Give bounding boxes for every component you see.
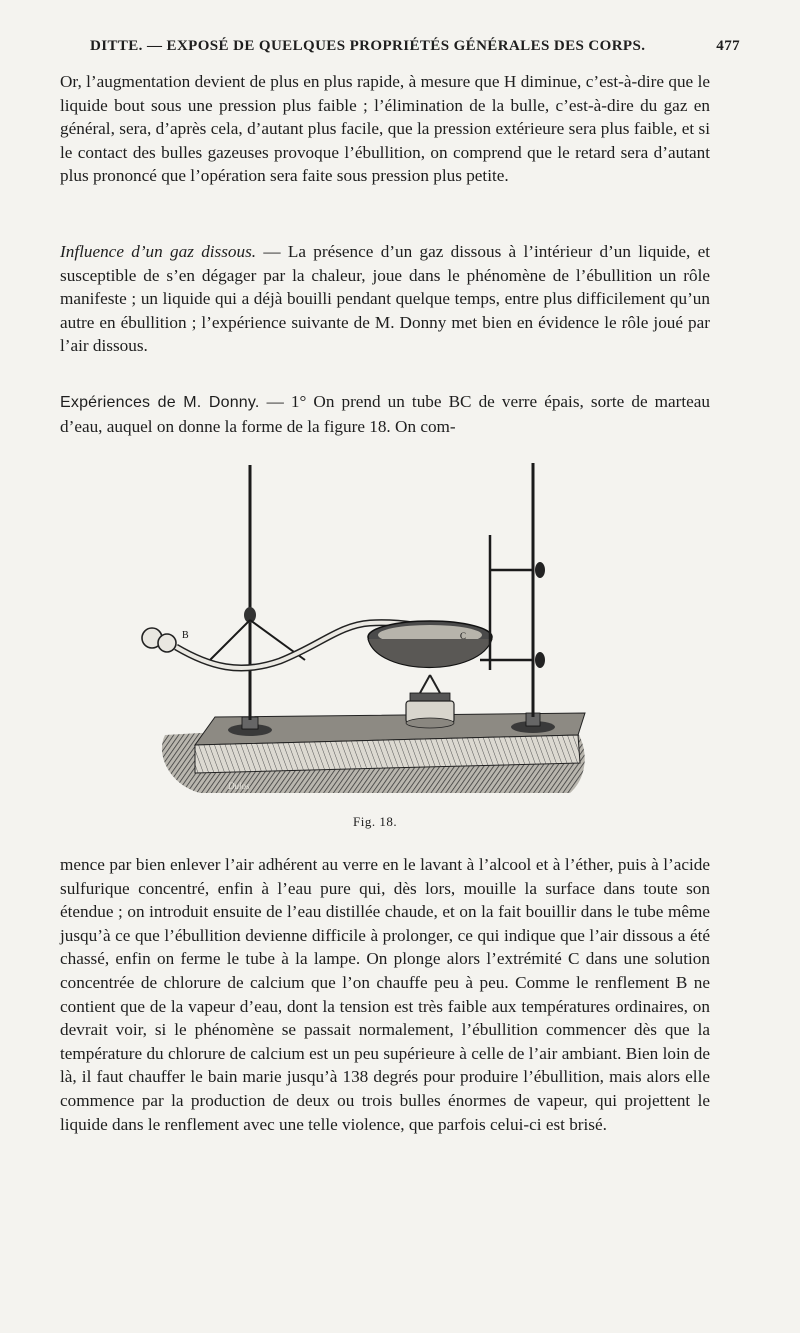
figure-caption: Fig. 18. — [353, 814, 398, 829]
left-stand — [210, 465, 305, 736]
label-b: B — [182, 630, 189, 641]
paragraph-dissolved-gas-text: — La présence d’un gaz dissous à l’intérieur d’un liquide, et susceptible de s’en dégager par la chaleur, joue dans le phénomène de l’ébullition un rôle manifeste ; un liquide qui a déjà bouilli pendant quelque temps, entre plus difficilement qu’un autre en ébullition ; l’expérience suivante de M. Donny met bien en évidence le rôle joué par l’air dissous. — [60, 242, 710, 356]
figure-18-apparatus — [130, 455, 610, 805]
running-head — [60, 36, 740, 60]
section-heading-dissolved-gas: Influence d’un gaz dissous. — [60, 242, 257, 261]
burner — [406, 675, 454, 728]
page-number: 477 — [716, 38, 740, 54]
label-c: C — [460, 631, 467, 641]
paragraph-dissolved-gas — [60, 240, 710, 358]
section-heading-donny: Expériences de M. Donny. — [60, 394, 260, 411]
paragraph-boiling-delay: Or, l’augmentation devient de plus en plus rapide, à mesure que H diminue, c’est-à-dire que le liquide bout sous une pression plus faible ; l’élimination de la bulle, c’est-à-dire du gaz en général, sera, d’après cela, d’autant plus facile, que la pression extérieure sera plus faible, et si le contact des bulles gazeuses provoque l’ébullition, on comprend que le retard sera d’autant plus prononcé que l’opération sera faite sous pression plus petite. — [60, 72, 710, 186]
paragraph-donny-text: — 1° On prend un tube BC de verre épais, sorte de marteau d’eau, auquel on donne la forme de la figure 18. On com- — [60, 392, 710, 436]
running-head-title: DITTE. — EXPOSÉ DE QUELQUES PROPRIÉTÉS GÉNÉRALES DES CORPS. — [90, 38, 646, 54]
paragraph-donny-experiments — [60, 390, 710, 438]
water-bath-dish — [368, 621, 492, 668]
engraver-signature: Dulos — [228, 781, 250, 791]
right-stand — [480, 463, 555, 733]
paragraph-experiment-procedure: mence par bien enlever l’air adhérent au verre en le lavant à l’alcool et à l’éther, puis à l’acide sulfurique concentré, enfin à l’eau pure qui, dès lors, mouille la surface dans toute son étendue ; on introduit ensuite de l’eau distillée chaude, et on la fait bouillir dans le tube même jusqu’à ce que l’ébullition devienne difficile à prolonger, ce qui indique que l’air dissous a été chassé, enfin on ferme le tube à la lampe. On plonge alors l’extrémité C dans une solution concentrée de chlorure de calcium que l’on chauffe peu à peu. Comme le renflement B ne contient que de la vapeur d’eau, dont la tension est très faible aux températures ordinaires, on devrait voir, si le phénomène se passait normalement, l’ébullition commencer dès que la température du chlorure de calcium est un peu supérieure à celle de l’air ambiant. Bien loin de là, il faut chauffer le bain marie jusqu’à 138 degrés pour produire l’ébullition, mais alors elle commence par la production de deux ou trois bulles énormes de vapeur, qui projettent le liquide dans le renflement avec une telle violence, que parfois celui-ci est brisé. — [60, 855, 710, 1134]
